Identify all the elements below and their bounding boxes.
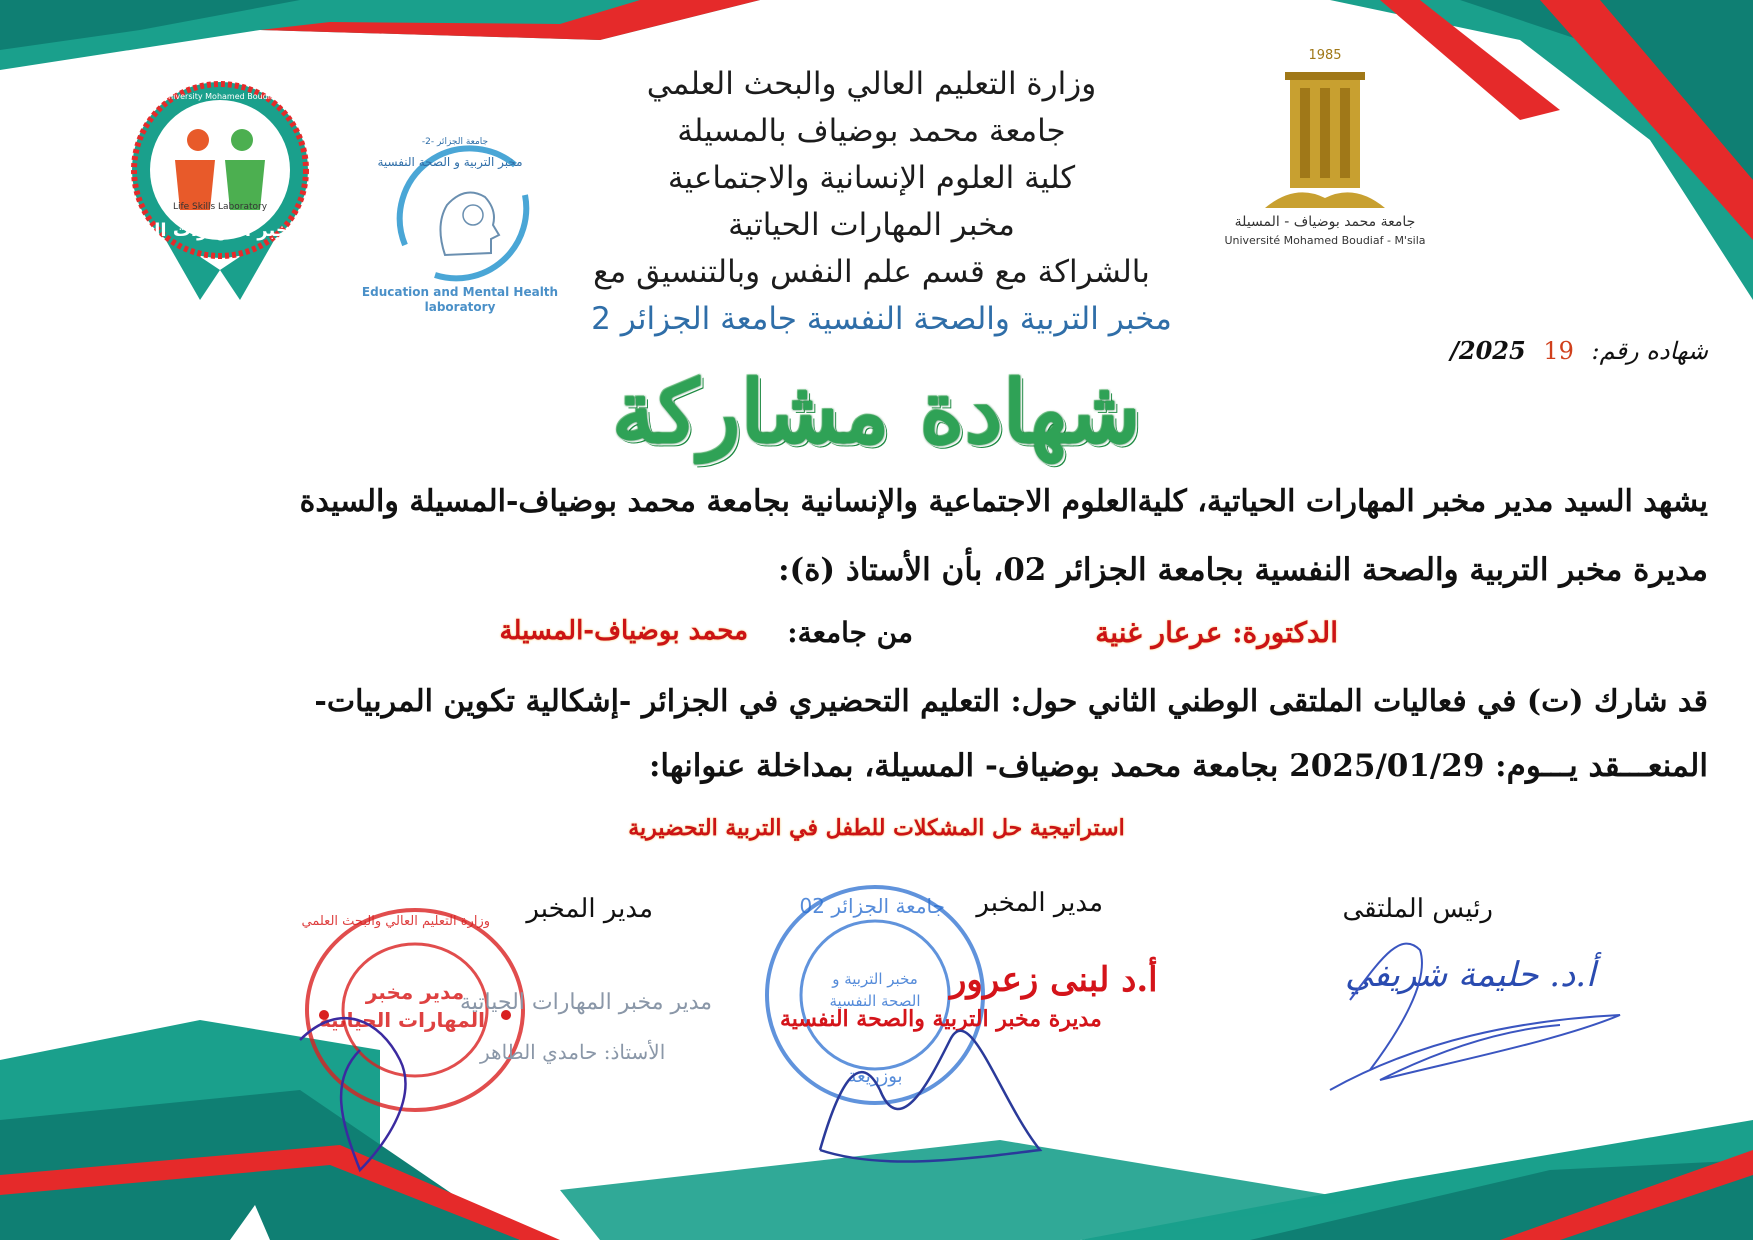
chair-label: رئيس الملتقى [1342, 894, 1493, 924]
education-lab-name-ar: مخبر التربية و الصحة النفسية [377, 155, 523, 169]
chair-signature-scribble [1330, 1015, 1620, 1090]
recipient-name: الدكتورة: عرعار غنية [1095, 616, 1338, 649]
talk-title: استراتيجية حل المشكلات للطفل في التربية التحضيرية [628, 815, 1125, 841]
body-para2-line2: المنعـــقد يـــوم: 2025/01/29 بجامعة محمد بوضياف- المسيلة، بمداخلة عنوانها: [648, 748, 1708, 784]
header-faculty: كلية العلوم الإنسانية والاجتماعية [667, 160, 1076, 196]
lab-director-1-label: مدير المخبر [526, 894, 653, 924]
education-lab-name-en: Education and Mental Health [361, 285, 559, 299]
header-university: جامعة محمد بوضياف بالمسيلة [677, 113, 1066, 149]
blue-stamp-ring-text: جامعة الجزائر 02 [799, 894, 945, 918]
lab-director-2-signature [820, 1031, 1040, 1162]
recipient-university-label: من جامعة: [787, 616, 913, 649]
education-lab-name-en-2: laboratory [424, 300, 496, 314]
header-partner-lab: مخبر التربية والصحة النفسية جامعة الجزائر 2 [591, 301, 1172, 337]
blue-stamp-center-2: الصحة النفسية [829, 992, 921, 1010]
life-skills-lab-ar: مخبر المهارات الحياتية [101, 220, 300, 241]
life-skills-ring-text: University Mohamed Boudiaf M'sila [162, 92, 278, 110]
education-lab-top-ar: جامعة الجزائر -2- [421, 137, 489, 147]
certificate-number-value: 19 [1543, 337, 1574, 365]
red-stamp-center-2: المهارات الحياتية [318, 1008, 485, 1032]
lab-director-2-title: مديرة مخبر التربية والصحة النفسية [780, 1006, 1102, 1032]
lab-director-2-name: أ.د لبنى زعرور [950, 960, 1158, 1000]
university-name-ar: جامعة محمد بوضياف - المسيلة [1234, 214, 1416, 230]
red-stamp-center-1: مدير مخبر [365, 980, 465, 1004]
lab-director-1-signature [300, 1018, 405, 1170]
blue-stamp-bottom: بوزريعة [847, 1066, 903, 1087]
body-para1-line1: يشهد السيد مدير مخبر المهارات الحياتية، كليةالعلوم الاجتماعية والإنسانية بجامعة محمد بوضياف-المسيلة والسيدة [299, 484, 1708, 519]
university-name-fr: Université Mohamed Boudiaf - M'sila [1224, 234, 1426, 247]
lab-director-1-name: مدير مخبر المهارات الحياتية [460, 990, 713, 1015]
university-year: 1985 [1308, 48, 1342, 63]
certificate-title: شهادة مشاركة [612, 362, 1141, 463]
body-para2-line1: قد شارك (ت) في فعاليات الملتقى الوطني الثاني حول: التعليم التحضيري في الجزائر -إشكالية تكوين المربيات- [314, 684, 1708, 719]
red-stamp-ring-text: وزارة التعليم العالي والبحث العلمي [301, 914, 490, 929]
lab-director-2-label: مدير المخبر [976, 888, 1103, 918]
header-ministry: وزارة التعليم العالي والبحث العلمي [646, 66, 1097, 102]
header-partnership: بالشراكة مع قسم علم النفس وبالتنسيق مع [593, 254, 1150, 290]
chair-signature-name: أ.د. حليمة شريفي [1345, 955, 1596, 995]
blue-stamp-center-1: مخبر التربية و [832, 970, 918, 988]
life-skills-lab-en: Life Skills Laboratory [172, 202, 268, 212]
body-para1-line2: مديرة مخبر التربية والصحة النفسية بجامعة الجزائر 02، بأن الأستاذ (ة): [778, 552, 1708, 588]
recipient-university-value: محمد بوضياف-المسيلة [499, 616, 748, 646]
certificate-year: 2025/ [1450, 336, 1526, 365]
header-lab: مخبر المهارات الحياتية [728, 207, 1015, 243]
lab-director-1-sub: الأستاذ: حامدي الطاهر [480, 1040, 666, 1064]
certificate-number-label: شهاده رقم: [1591, 337, 1708, 365]
